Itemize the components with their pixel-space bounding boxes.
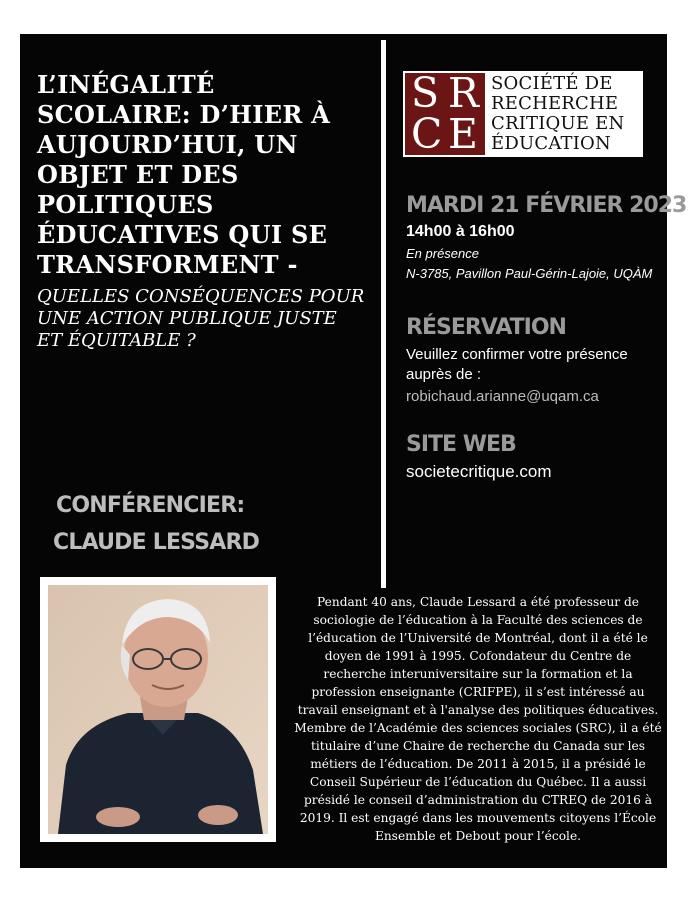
reservation-text: Veuillez confirmer votre présence auprès de : (406, 346, 628, 383)
logo-letter: R (448, 69, 479, 117)
logo-letter: C (411, 110, 443, 158)
logo-line: ÉDUCATION (491, 133, 611, 154)
event-location: N-3785, Pavillon Paul-Gérin-Lajoie, UQÀM (406, 266, 653, 281)
event-subtitle: QUELLES CONSÉQUENCES POUR UNE ACTION PUBLIQUE JUSTE ET ÉQUITABLE ? (37, 286, 365, 351)
website-url[interactable]: societecritique.com (406, 462, 552, 481)
logo-line: SOCIÉTÉ DE (491, 73, 613, 94)
logo-wordmark (491, 74, 624, 154)
logo-line: RECHERCHE (491, 93, 619, 114)
speaker-portrait (48, 585, 268, 834)
src-logo (403, 71, 643, 157)
event-date: MARDI 21 FÉVRIER 2023 (406, 193, 687, 218)
vertical-divider (381, 40, 386, 588)
speaker-photo (40, 577, 276, 842)
speaker-heading: CONFÉRENCIER: (56, 493, 245, 518)
reservation-heading: RÉSERVATION (406, 315, 566, 340)
reservation-email[interactable]: robichaud.arianne@uqam.ca (406, 388, 599, 405)
website-heading: SITE WEB (406, 432, 516, 457)
logo-letter: E (448, 110, 478, 158)
logo-line: CRITIQUE EN (491, 113, 625, 134)
event-time: 14h00 à 16h00 (406, 223, 515, 240)
logo-letter: S (411, 69, 440, 117)
logo-monogram (405, 69, 485, 158)
event-mode: En présence (406, 246, 479, 261)
event-title: L’INÉGALITÉ SCOLAIRE: D’HIER À AUJOURD’HUI, UN OBJET ET DES POLITIQUES ÉDUCATIVES QUI SE TRANSFORMENT - (37, 70, 331, 279)
speaker-bio: Pendant 40 ans, Claude Lessard a été professeur de sociologie de l’éducation à la Faculté des sciences de l’éducation de l’Université de Montréal, dont il a été le doyen de 1991 à 1995. Cofondateur du Centre de recherche interuniversitaire sur la formation et la profession enseignante (CRIFPE), il s’est intéressé au travail enseignant et à l'analyse des politiques éducatives. Membre de l’Académie des sciences sociales (SRC), il a été titulaire d’une Chaire de recherche du Canada sur les métiers de l’éducation. De 2011 à 2015, il a présidé le Conseil Supérieur de l’éducation du Québec. Il a aussi présidé le conseil d’administration du CTREQ de 2016 à 2019. Il est engagé dans les mouvements citoyens l’École Ensemble et Debout pour l’école. (294, 595, 662, 843)
speaker-name: CLAUDE LESSARD (53, 530, 260, 555)
